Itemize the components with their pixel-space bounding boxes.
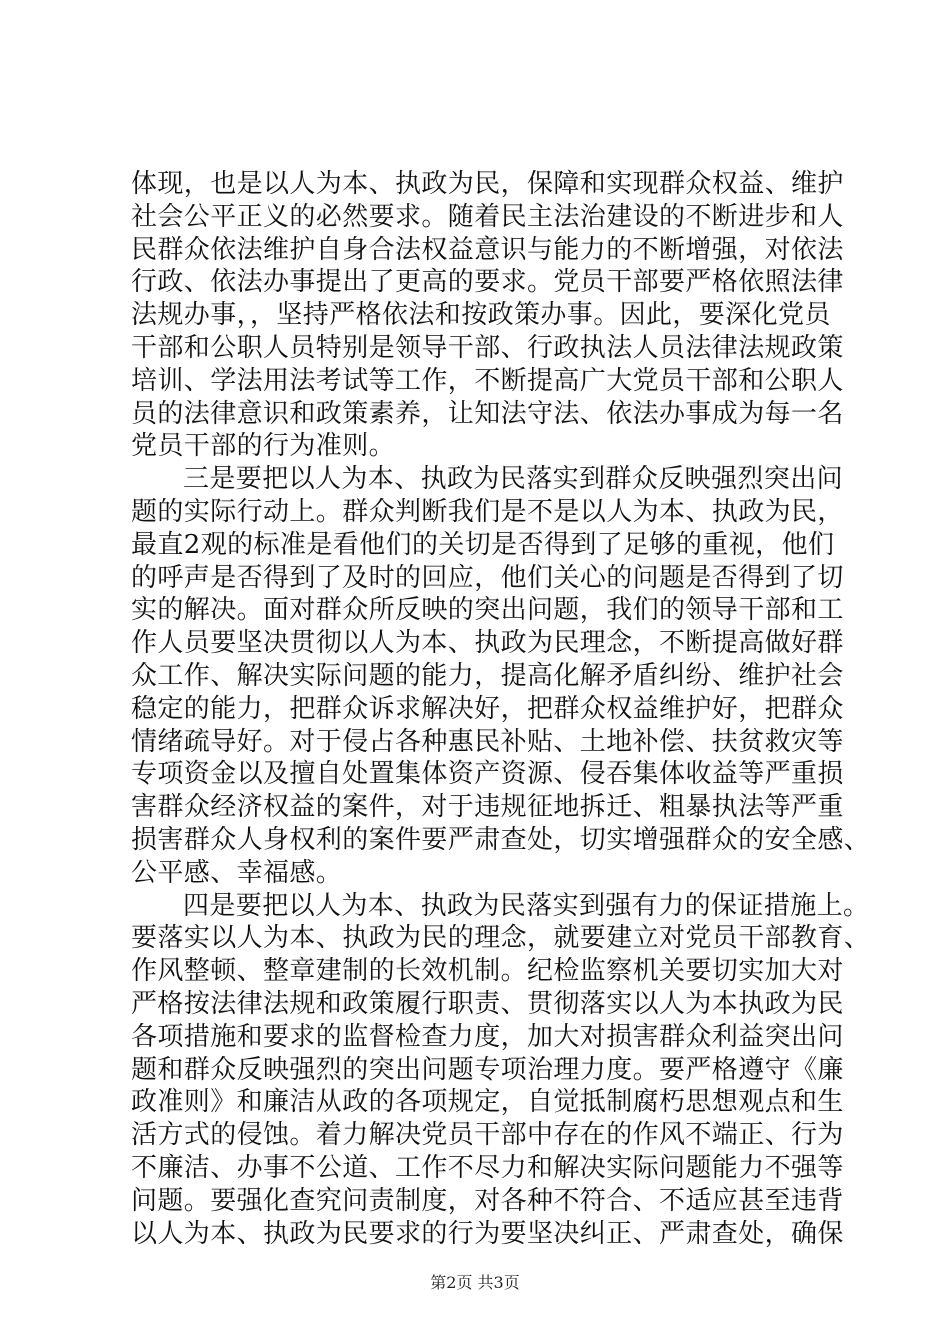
text-line: 公平感、幸福感。 [131,857,343,888]
text-line: 题和群众反映强烈的突出问题专项治理力度。要严格遵守《廉 [131,1054,844,1085]
text-line: 社会公平正义的必然要求。随着民主法治建设的不断进步和人 [131,201,844,232]
text-line: 民群众依法维护自身合法权益意识与能力的不断增强，对依法 [131,234,844,265]
text-line: 问题。要强化查究问责制度，对各种不符合、不适应甚至违背 [131,1185,844,1216]
text-line: 严格按法律法规和政策履行职责、贯彻落实以人为本执政为民 [131,988,844,1019]
text-line: 法规办事，，坚持严格依法和按政策办事。因此，要深化党员 [131,300,831,331]
text-line: 各项措施和要求的监督检查力度，加大对损害群众利益突出问 [131,1021,844,1052]
text-line: 要落实以人为本、执政为民的理念，就要建立对党员干部教育、 [131,923,871,954]
text-line: 员的法律意识和政策素养，让知法守法、依法办事成为每一名 [131,398,844,429]
paragraph-first-line: 三是要把以人为本、执政为民落实到群众反映强烈突出问 [183,464,844,495]
text-line: 作人员要坚决贯彻以人为本、执政为民理念，不断提高做好群 [131,628,844,659]
text-line: 实的解决。面对群众所反映的突出问题，我们的领导干部和工 [131,595,844,626]
page-footer: 第2页 共3页 [430,1273,520,1292]
text-line: 干部和公职人员特别是领导干部、行政执法人员法律法规政策 [131,332,844,363]
text-line: 体现，也是以人为本、执政为民，保障和实现群众权益、维护 [131,169,844,199]
text-line: 不廉洁、办事不公道、工作不尽力和解决实际问题能力不强等 [131,1152,844,1183]
text-line: 情绪疏导好。对于侵占各种惠民补贴、土地补偿、扶贫救灾等 [131,726,844,757]
text-line: 最直2观的标准是看他们的关切是否得到了足够的重视，他们 [131,529,835,560]
body-text [131,168,871,1250]
text-line: 众工作、解决实际问题的能力，提高化解矛盾纠纷、维护社会 [131,660,844,691]
text-line: 行政、依法办事提出了更高的要求。党员干部要严格依照法律 [131,267,844,298]
text-line: 作风整顿、整章建制的长效机制。纪检监察机关要切实加大对 [131,956,844,987]
text-line: 的呼声是否得到了及时的回应，他们关心的问题是否得到了切 [131,562,844,593]
text-line: 培训、学法用法考试等工作，不断提高广大党员干部和公职人 [131,365,844,396]
text-line: 以人为本、执政为民要求的行为要坚决纠正、严肃查处，确保 [131,1218,844,1249]
text-line: 党员干部的行为准则。 [131,431,396,462]
text-line: 政准则》和廉洁从政的各项规定，自觉抵制腐朽思想观点和生 [131,1087,844,1118]
text-line: 题的实际行动上。群众判断我们是不是以人为本、执政为民， [131,496,844,527]
text-line: 专项资金以及擅自处置集体资产资源、侵吞集体收益等严重损 [131,759,844,790]
paragraph-first-line: 四是要把以人为本、执政为民落实到强有力的保证措施上。 [183,890,870,921]
text-line: 害群众经济权益的案件，对于违规征地拆迁、粗暴执法等严重 [131,792,844,823]
text-line: 稳定的能力，把群众诉求解决好，把群众权益维护好，把群众 [131,693,844,724]
text-line: 损害群众人身权利的案件要严肃查处，切实增强群众的安全感、 [131,824,871,855]
text-line: 活方式的侵蚀。着力解决党员干部中存在的作风不端正、行为 [131,1120,844,1151]
